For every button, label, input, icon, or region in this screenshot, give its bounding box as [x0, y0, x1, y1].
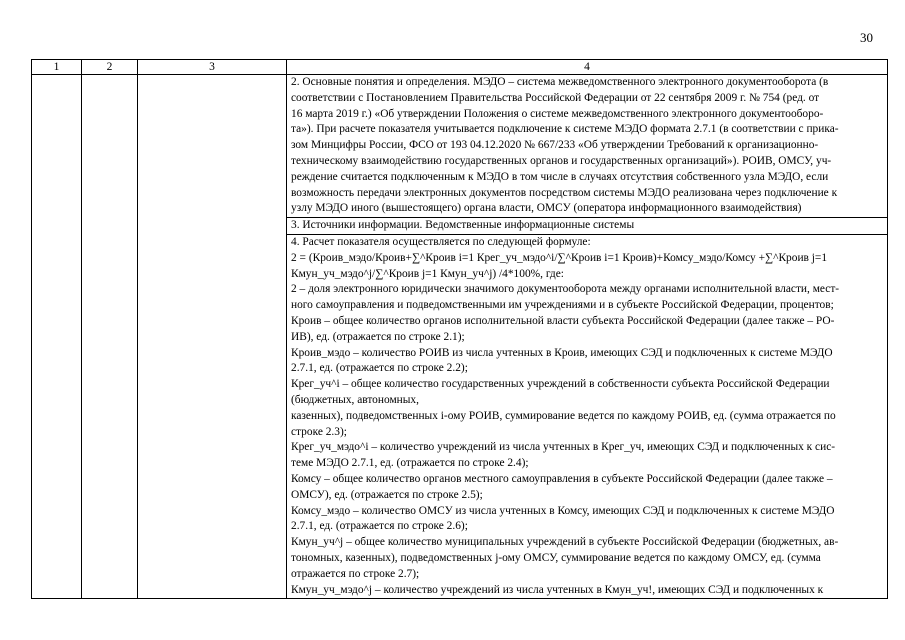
section-definitions: [287, 75, 887, 217]
text-line: 2. Основные понятия и определения. МЭДО – система межведомственного электронного документооборота (в: [291, 76, 829, 88]
text-line: тономных, казенных), подведомственных j-ому ОМСУ, суммирование ведется по каждому ОМСУ, ед. (сумма: [291, 551, 821, 564]
text-line: реждение считается подключенным к МЭДО в том числе в случаях отсутствия собственного узла МЭДО, если: [291, 170, 829, 183]
column-3-cell: [138, 75, 287, 599]
text-line: возможность передачи электронных документов посредством системы МЭДО реализована через подключение к: [291, 186, 838, 199]
text-line: 4. Расчет показателя осуществляется по следующей формуле:: [291, 235, 591, 248]
text-line: 3. Источники информации. Ведомственные информационные системы: [291, 219, 635, 232]
text-line: 2.7.1, ед. (отражается по строке 2.6);: [291, 520, 468, 533]
table-row: [32, 75, 888, 599]
text-line: соответствии с Постановлением Правительства Российской Федерации от 22 сентября 2009 г. № 754 (ред. от: [291, 91, 820, 104]
column-header-1: 1: [32, 60, 82, 75]
text-line: 2 – доля электронного юридически значимого документооборота между органами исполнительной власти, мест-: [291, 283, 840, 296]
text-line: Кроив – общее количество органов исполнительной власти субъекта Российской Федерации (далее также – РО-: [291, 314, 835, 327]
column-2-cell: [82, 75, 138, 599]
text-line: 16 марта 2019 г.) «Об утверждении Положения о системе межведомственного электронного документооборо-: [291, 107, 824, 120]
text-line: отражается по строке 2.7);: [291, 567, 420, 580]
text-line: Кмун_уч^j – общее количество муниципальных учреждений в субъекте Российской Федерации (бюджетных, ав-: [291, 536, 839, 549]
text-line: Комсу – общее количество органов местного самоуправления в субъекте Российской Федерации (далее также –: [291, 472, 833, 485]
text-line: Кмун_уч_мэдо^j/∑^Кроив j=1 Кмун_уч^j) /4*100%, где:: [291, 267, 564, 280]
column-header-3: 3: [138, 60, 287, 75]
text-line: Крег_уч^i – общее количество государственных учреждений в собственности субъекта Российской Федерации: [291, 378, 830, 391]
text-line: Крег_уч_мэдо^i – количество учреждений из числа учтенных в Крег_уч, имеющих СЭД и подключенных к сис-: [291, 441, 836, 454]
section-calculation: [287, 234, 887, 598]
text-line: Комсу_мэдо – количество ОМСУ из числа учтенных в Комсу, имеющих СЭД и подключенных к системе МЭДО: [291, 504, 835, 517]
column-1-cell: [32, 75, 82, 599]
column-header-4: 4: [287, 60, 888, 75]
text-line: та»). При расчете показателя учитывается подключение к системе МЭДО формата 2.7.1 (в соответствии с прика-: [291, 123, 839, 136]
section-sources: [287, 217, 887, 234]
text-line: теме МЭДО 2.7.1, ед. (отражается по строке 2.4);: [291, 457, 529, 470]
text-line: ИВ), ед. (отражается по строке 2.1);: [291, 330, 465, 343]
page-number: 30: [860, 30, 873, 45]
column-header-2: 2: [82, 60, 138, 75]
text-line: 2.7.1, ед. (отражается по строке 2.2);: [291, 362, 468, 375]
document-table: [31, 59, 888, 599]
text-line: зом Минцифры России, ФСО от 193 04.12.2020 № 667/233 «Об утверждении Требований к организационно-: [291, 139, 819, 152]
column-4-cell: [287, 75, 888, 599]
text-line: узлу МЭДО иного (вышестоящего) органа власти, ОМСУ (оператора информационного взаимодействия): [291, 202, 802, 215]
text-line: (бюджетных, автономных,: [291, 393, 419, 406]
text-line: ного самоуправления и подведомственными им учреждениями и в субъекте Российской Федерации, процентов;: [291, 299, 834, 312]
text-line: строке 2.3);: [291, 425, 347, 438]
table-header-row: [32, 60, 888, 75]
text-line: 2 = (Кроив_мэдо/Кроив+∑^Кроив i=1 Крег_уч_мэдо^i/∑^Кроив i=1 Кроив)+Комсу_мэдо/Комсу +∑^Кроив j=1: [291, 251, 828, 264]
text-line: Кмун_уч_мэдо^j – количество учреждений из числа учтенных в Кмун_уч!, имеющих СЭД и подключенных к: [291, 583, 824, 596]
text-line: техническому взаимодействию государственных органов и государственных организаций»). РОИВ, ОМСУ, уч-: [291, 154, 832, 167]
text-line: Кроив_мэдо – количество РОИВ из числа учтенных в Кроив, имеющих СЭД и подключенных к системе МЭДО: [291, 346, 833, 359]
text-line: ОМСУ), ед. (отражается по строке 2.5);: [291, 488, 483, 501]
text-line: казенных), подведомственных i-ому РОИВ, суммирование ведется по каждому РОИВ, ед. (сумма отражается по: [291, 409, 836, 422]
